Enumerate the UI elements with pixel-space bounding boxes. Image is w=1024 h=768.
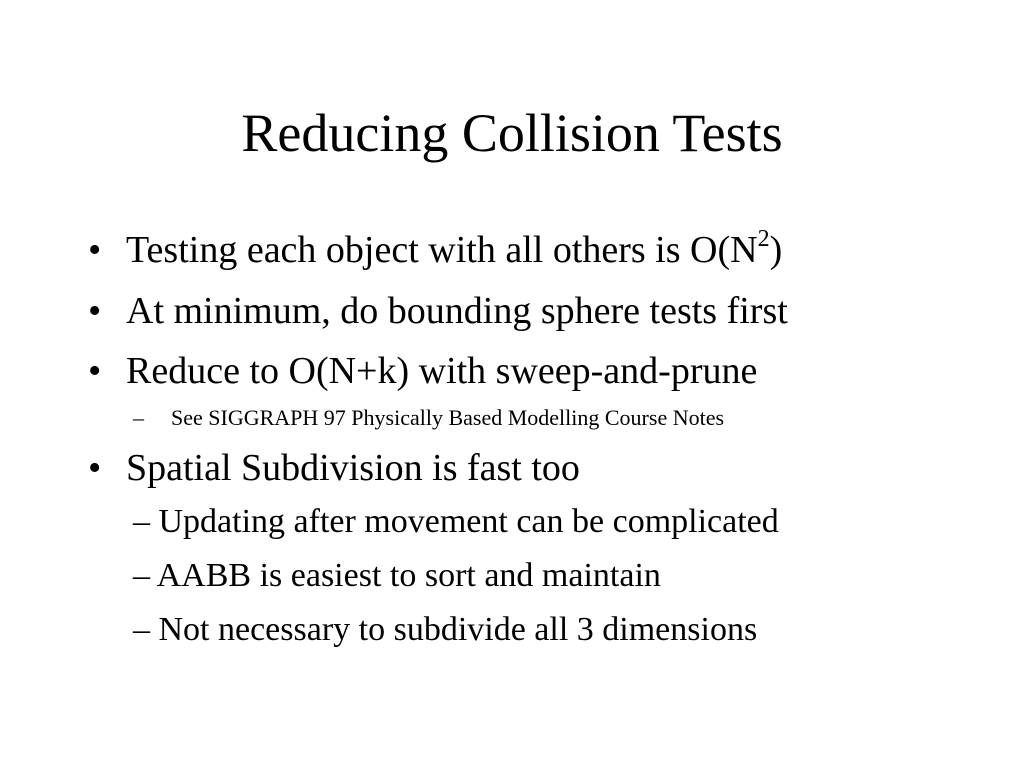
- sub-bullet-item: [133, 556, 661, 596]
- slide-title: Reducing Collision Tests: [241, 103, 783, 163]
- bullet-text: Reduce to O(N+k) with sweep-and-prune: [126, 350, 758, 392]
- bullet-marker: •: [88, 290, 102, 332]
- sub-bullet-item: [133, 610, 757, 650]
- sub-bullet-text: Updating after movement can be complicated: [158, 503, 779, 540]
- sub-bullet-marker: –: [133, 405, 144, 430]
- sub-bullet-text: Not necessary to subdivide all 3 dimensions: [158, 611, 758, 648]
- bullet-superscript: 2: [757, 226, 770, 253]
- bullet-item: [88, 349, 757, 393]
- sub-bullet-marker: –: [133, 557, 150, 594]
- bullet-marker: •: [88, 229, 102, 271]
- bullet-item: [88, 446, 580, 490]
- sub-bullet-marker: –: [133, 611, 150, 648]
- bullet-text: Testing each object with all others is O(N: [126, 229, 758, 271]
- bullet-marker: •: [88, 350, 102, 392]
- sub-bullet-text: AABB is easiest to sort and maintain: [156, 557, 661, 594]
- sub-bullet-text: See SIGGRAPH 97 Physically Based Modelling Course Notes: [171, 405, 725, 430]
- bullet-text: At minimum, do bounding sphere tests first: [126, 290, 788, 332]
- bullet-text: Spatial Subdivision is fast too: [126, 447, 580, 489]
- sub-bullet-marker: –: [133, 503, 150, 540]
- sub-bullet-item: [133, 502, 779, 542]
- bullet-item: [88, 289, 788, 333]
- bullet-item: [88, 228, 782, 272]
- bullet-marker: •: [88, 447, 102, 489]
- bullet-suffix: ): [769, 229, 783, 271]
- sub-bullet-item: [133, 404, 724, 432]
